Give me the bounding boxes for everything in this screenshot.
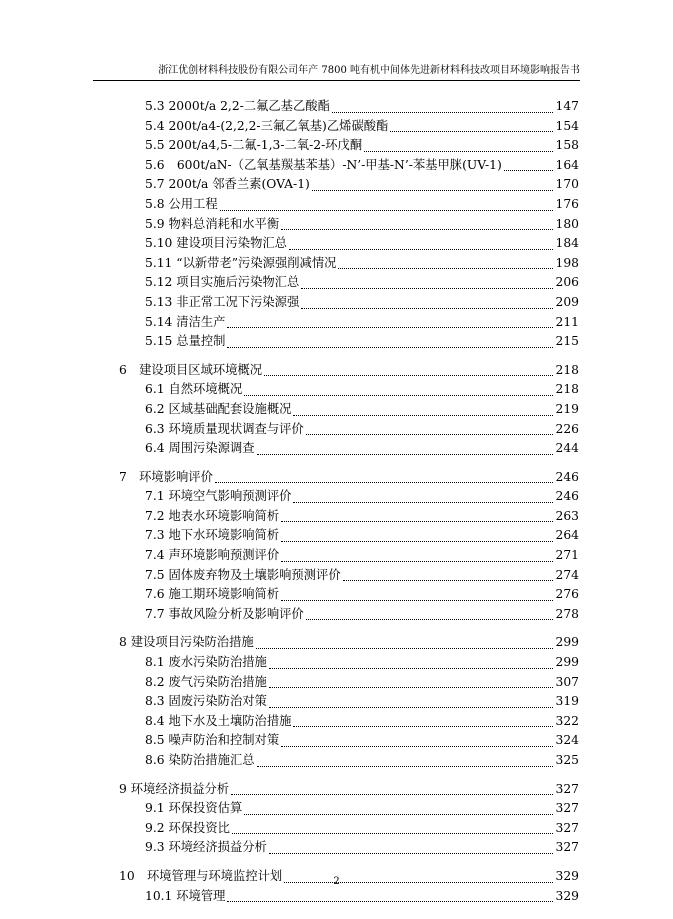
toc-entry-page: 219 xyxy=(555,401,579,416)
dot-leader xyxy=(281,541,553,542)
toc-section-entry[interactable] xyxy=(0,507,673,527)
dot-leader xyxy=(269,707,553,708)
toc-entry-title: 8.1 废水污染防治措施 xyxy=(145,655,267,670)
dot-leader xyxy=(306,434,553,435)
dot-leader xyxy=(232,833,553,834)
running-header: 浙江优创材料科技股份有限公司年产 7800 吨有机中间体先进新材料科技改项目环境影响报告书 xyxy=(158,65,580,76)
toc-entry-title: 5.8 公用工程 xyxy=(145,196,218,211)
toc-entry-title: 7 环境影响评价 xyxy=(119,469,213,484)
dot-leader xyxy=(227,901,553,902)
dot-leader xyxy=(338,268,553,269)
toc-entry-page: 264 xyxy=(555,528,579,543)
toc-entry-title: 9.1 环保投资估算 xyxy=(145,801,243,816)
toc-section-entry[interactable] xyxy=(0,136,673,156)
toc-chapter-entry[interactable] xyxy=(0,468,673,488)
dot-leader xyxy=(269,668,553,669)
toc-entry-page: 211 xyxy=(555,314,579,329)
dot-leader xyxy=(293,415,553,416)
toc-entry-page: 325 xyxy=(555,753,579,767)
toc-entry-page: 215 xyxy=(555,334,579,349)
toc-entry-title: 6 建设项目区域环境概况 xyxy=(119,362,263,377)
toc-section-entry[interactable] xyxy=(0,254,673,274)
toc-group xyxy=(0,361,673,459)
toc-section-entry[interactable] xyxy=(0,819,673,839)
toc-section-entry[interactable] xyxy=(0,712,673,732)
toc-entry-title: 5.10 建设项目污染物汇总 xyxy=(145,236,287,251)
header-rule xyxy=(93,80,580,81)
dot-leader xyxy=(227,347,553,348)
toc-entry-page: 329 xyxy=(555,888,579,903)
toc-section-entry[interactable] xyxy=(0,487,673,507)
toc-section-entry[interactable] xyxy=(0,838,673,858)
toc-section-entry[interactable] xyxy=(0,273,673,293)
toc-entry-title: 8 建设项目污染防治措施 xyxy=(119,635,254,650)
toc-section-entry[interactable] xyxy=(0,175,673,195)
toc-section-entry[interactable] xyxy=(0,799,673,819)
toc-entry-title: 10.1 环境管理 xyxy=(145,888,226,903)
toc-chapter-entry[interactable] xyxy=(0,633,673,653)
toc-section-entry[interactable] xyxy=(0,566,673,586)
toc-entry-page: 329 xyxy=(555,868,579,883)
dot-leader xyxy=(301,288,553,289)
toc-section-entry[interactable] xyxy=(0,195,673,215)
toc-entry-title: 9.3 环境经济损益分析 xyxy=(145,840,267,855)
toc-entry-page: 246 xyxy=(555,489,579,504)
toc-entry-page: 244 xyxy=(555,441,579,456)
toc-entry-title: 6.4 周围污染源调查 xyxy=(145,441,255,456)
toc-entry-title: 5.6 600t/aN-（乙氧基羰基苯基）-N’-甲基-N’-苯基甲脒(UV-1) xyxy=(145,157,502,172)
toc-entry-page: 307 xyxy=(555,674,579,689)
table-of-contents xyxy=(0,97,673,915)
toc-entry-page: 147 xyxy=(555,99,579,113)
toc-entry-title: 6.3 环境质量现状调查与评价 xyxy=(145,421,304,436)
toc-entry-page: 154 xyxy=(555,118,579,133)
toc-entry-title: 5.15 总量控制 xyxy=(145,334,226,349)
toc-entry-page: 271 xyxy=(555,548,579,563)
toc-entry-page: 226 xyxy=(555,421,579,436)
dot-leader xyxy=(281,600,553,601)
toc-group xyxy=(0,633,673,770)
toc-entry-title: 6.1 自然环境概况 xyxy=(145,382,243,397)
toc-entry-page: 180 xyxy=(555,216,579,231)
toc-entry-page: 327 xyxy=(555,820,579,835)
toc-group xyxy=(0,780,673,858)
toc-entry-page: 319 xyxy=(555,694,579,709)
dot-leader xyxy=(289,249,553,250)
toc-entry-title: 8.6 染防治措施汇总 xyxy=(145,753,255,767)
dot-leader xyxy=(306,619,553,620)
toc-section-entry[interactable] xyxy=(0,380,673,400)
toc-entry-page: 324 xyxy=(555,733,579,748)
dot-leader xyxy=(244,814,553,815)
toc-entry-title: 5.11 “以新带老”污染源强削减情况 xyxy=(145,255,337,270)
toc-entry-page: 278 xyxy=(555,606,579,621)
toc-entry-page: 322 xyxy=(555,713,579,728)
toc-entry-title: 8.4 地下水及土壤防治措施 xyxy=(145,713,292,728)
dot-leader xyxy=(281,746,553,747)
dot-leader xyxy=(244,395,553,396)
toc-entry-title: 5.12 项目实施后污染物汇总 xyxy=(145,275,300,290)
dot-leader xyxy=(264,375,553,376)
toc-entry-title: 6.2 区域基础配套设施概况 xyxy=(145,401,292,416)
toc-section-entry[interactable] xyxy=(0,400,673,420)
toc-section-entry[interactable] xyxy=(0,653,673,673)
toc-entry-page: 276 xyxy=(555,587,579,602)
toc-section-entry[interactable] xyxy=(0,751,673,771)
toc-chapter-entry[interactable] xyxy=(0,780,673,800)
page-number: 2 xyxy=(333,876,340,887)
toc-entry-page: 198 xyxy=(555,255,579,270)
dot-leader xyxy=(332,112,553,113)
toc-entry-title: 7.7 事故风险分析及影响评价 xyxy=(145,606,304,621)
dot-leader xyxy=(390,131,553,132)
toc-entry-page: 246 xyxy=(555,469,579,484)
dot-leader xyxy=(220,210,553,211)
toc-section-entry[interactable] xyxy=(0,420,673,440)
dot-leader xyxy=(281,521,553,522)
toc-entry-title: 10 环境管理与环境监控计划 xyxy=(119,868,283,883)
toc-section-entry[interactable] xyxy=(0,215,673,235)
toc-entry-page: 170 xyxy=(555,177,579,192)
toc-entry-title: 5.5 200t/a4,5-二氟-1,3-二氧-2-环戊酮 xyxy=(145,138,363,153)
toc-entry-title: 7.1 环境空气影响预测评价 xyxy=(145,489,292,504)
dot-leader xyxy=(281,561,553,562)
toc-section-entry[interactable] xyxy=(0,887,673,907)
toc-section-entry[interactable] xyxy=(0,313,673,333)
toc-entry-title: 5.14 清洁生产 xyxy=(145,314,226,329)
dot-leader xyxy=(301,308,553,309)
toc-section-entry[interactable] xyxy=(0,673,673,693)
toc-section-entry[interactable] xyxy=(0,97,673,117)
toc-entry-page: 206 xyxy=(555,275,579,290)
toc-entry-title: 7.6 施工期环境影响简析 xyxy=(145,587,280,602)
toc-entry-title: 8.2 废气污染防治措施 xyxy=(145,674,267,689)
toc-entry-title: 9 环境经济损益分析 xyxy=(119,781,230,796)
toc-entry-page: 327 xyxy=(555,801,579,816)
toc-group xyxy=(0,468,673,625)
toc-entry-page: 209 xyxy=(555,294,579,309)
toc-entry-title: 5.3 2000t/a 2,2-二氟乙基乙酸酯 xyxy=(145,99,330,113)
toc-section-entry[interactable] xyxy=(0,526,673,546)
toc-entry-page: 274 xyxy=(555,567,579,582)
dot-leader xyxy=(364,151,553,152)
dot-leader xyxy=(312,190,553,191)
toc-section-entry[interactable] xyxy=(0,605,673,625)
toc-section-entry[interactable] xyxy=(0,439,673,459)
toc-entry-page: 327 xyxy=(555,781,579,796)
toc-section-entry[interactable] xyxy=(0,731,673,751)
toc-entry-title: 5.4 200t/a4-(2,2,2-三氟乙氧基)乙烯碳酸酯 xyxy=(145,118,389,133)
dot-leader xyxy=(281,229,553,230)
toc-entry-page: 158 xyxy=(555,138,579,153)
dot-leader xyxy=(227,327,553,328)
dot-leader xyxy=(256,648,553,649)
toc-group xyxy=(0,97,673,352)
toc-entry-title: 5.7 200t/a 邻香兰素(OVA-1) xyxy=(145,177,310,192)
toc-entry-page: 218 xyxy=(555,362,579,377)
toc-section-entry[interactable] xyxy=(0,156,673,176)
toc-entry-title: 8.3 固废污染防治对策 xyxy=(145,694,267,709)
toc-entry-page: 327 xyxy=(555,840,579,855)
dot-leader xyxy=(504,170,553,171)
toc-section-entry[interactable] xyxy=(0,546,673,566)
dot-leader xyxy=(269,853,553,854)
toc-chapter-entry[interactable] xyxy=(0,361,673,381)
toc-entry-page: 299 xyxy=(555,655,579,670)
toc-entry-page: 176 xyxy=(555,196,579,211)
dot-leader xyxy=(257,454,553,455)
dot-leader xyxy=(257,766,553,767)
toc-entry-page: 263 xyxy=(555,508,579,523)
toc-entry-title: 7.3 地下水环境影响简析 xyxy=(145,528,280,543)
toc-entry-page: 299 xyxy=(555,635,579,650)
dot-leader xyxy=(343,580,553,581)
toc-entry-title: 7.4 声环境影响预测评价 xyxy=(145,548,280,563)
toc-entry-title: 8.5 噪声防治和控制对策 xyxy=(145,733,280,748)
toc-entry-page: 184 xyxy=(555,236,579,251)
toc-section-entry[interactable] xyxy=(0,293,673,313)
toc-section-entry[interactable] xyxy=(0,117,673,137)
toc-section-entry[interactable] xyxy=(0,332,673,352)
dot-leader xyxy=(269,687,553,688)
toc-entry-title: 5.9 物料总消耗和水平衡 xyxy=(145,216,280,231)
toc-section-entry[interactable] xyxy=(0,692,673,712)
dot-leader xyxy=(215,482,553,483)
dot-leader xyxy=(293,502,553,503)
toc-entry-page: 164 xyxy=(555,157,579,172)
toc-entry-title: 9.2 环保投资比 xyxy=(145,820,230,835)
toc-section-entry[interactable] xyxy=(0,234,673,254)
toc-entry-title: 5.13 非正常工况下污染源强 xyxy=(145,294,300,309)
toc-section-entry[interactable] xyxy=(0,585,673,605)
dot-leader xyxy=(231,794,553,795)
dot-leader xyxy=(293,726,553,727)
toc-entry-title: 7.5 固体废弃物及土壤影响预测评价 xyxy=(145,567,341,582)
toc-entry-title: 7.2 地表水环境影响简析 xyxy=(145,508,280,523)
toc-entry-page: 218 xyxy=(555,382,579,397)
